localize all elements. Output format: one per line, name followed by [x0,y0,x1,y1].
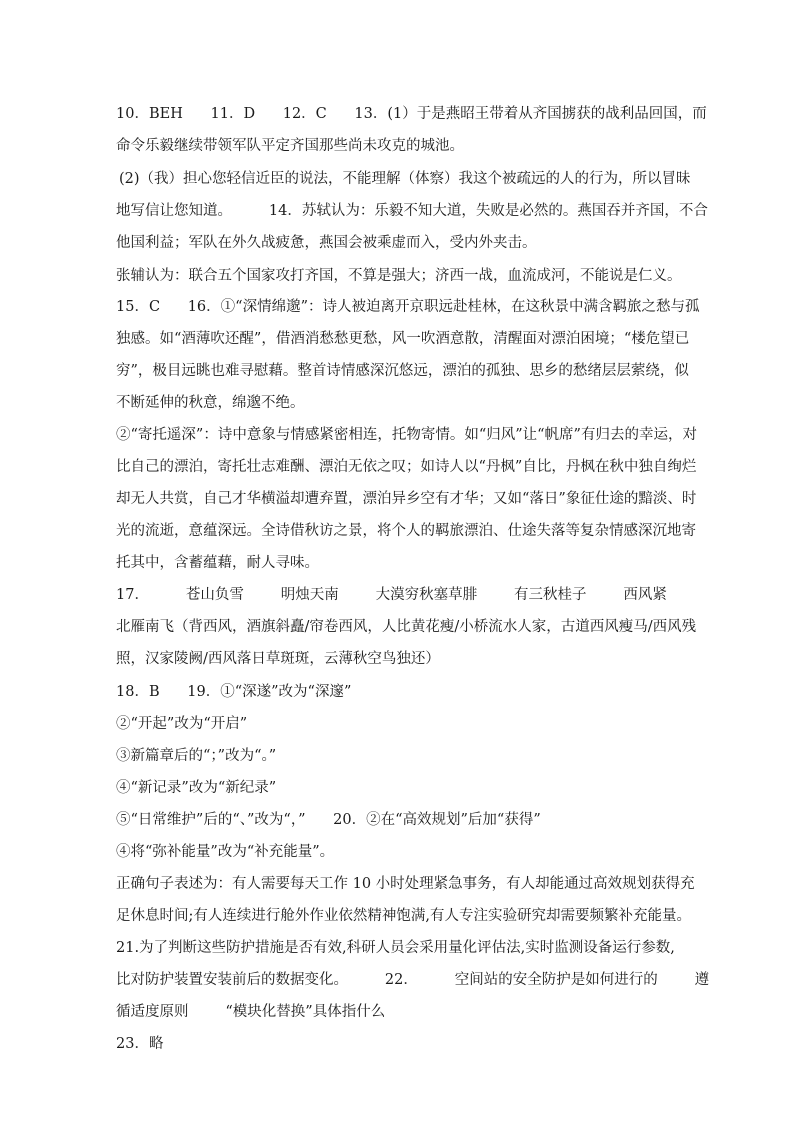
answer-line: 足休息时间;有人连续进行舱外作业依然精神饱满,有人专注实验研究却需要频繁补充能量。 [116,908,691,924]
answer-line: 穷”，极目远眺也难寻慰藉。整首诗情感深沉悠远，漂泊的孤独、思乡的愁绪层层萦绕，似 [116,363,689,379]
answer-line: (2)（我）担心您轻信近臣的说法，不能理解（体察）我这个被疏远的人的行为，所以冒昧 [119,171,691,187]
answer-line: 命令乐毅继续带领军队平定齐国那些尚未攻克的城池。 [116,138,464,154]
answer-line: 托其中，含蓄蕴藉，耐人寻味。 [116,555,319,571]
answer-line: 照，汉家陵阙/西风落日草斑斑，云薄秋空鸟独还） [116,651,440,667]
answer-line: 不断延伸的秋意，绵邈不绝。 [116,395,305,411]
answer-line: ②“开起”改为“开启” [116,716,248,732]
answer-line: ③新篇章后的“；”改为“。” [116,748,277,764]
answer-line: ⑤“日常维护”后的“、”改为“，” 20．②在“高效规划”后加“获得” [116,812,541,828]
answer-line: ④将“弥补能量”改为“补充能量”。 [116,844,335,860]
answer-line: 地写信让您知道。 14．苏轼认为：乐毅不知大道，失败是必然的。燕国吞并齐国，不合 [116,203,708,219]
answer-line: 循适度原则 “模块化替换”具体指什么 [116,1004,386,1020]
answer-line: ②“寄托遥深”：诗中意象与情感紧密相连，托物寄情。如“归风”让“帆席”有归去的幸运，对 [116,427,697,443]
answer-line: 他国利益；军队在外久战疲惫，燕国会被乘虚而入，受内外夹击。 [116,235,537,251]
answer-line: 比对防护装置安装前后的数据变化。 22． 空间站的安全防护是如何进行的 遵 [116,972,710,988]
answer-line: 15．C 16．①“深情绵邈”：诗人被迫离开京职远赴桂林，在这秋景中满含羁旅之愁与孤 [116,299,700,315]
answer-line: 23．略 [116,1036,164,1052]
answer-line: 10．BEH 11．D 12．C 13．(1）于是燕昭王带着从齐国掳获的战利品回国，而 [116,106,707,122]
answer-line: 张辅认为：联合五个国家攻打齐国，不算是强大；济西一战，血流成河，不能说是仁义。 [116,268,682,284]
answer-line: 18．B 19．①“深遂”改为“深邃” [116,684,352,700]
answer-line: 比自己的漂泊，寄托壮志难酬、漂泊无依之叹；如诗人以“丹枫”自比，丹枫在秋中独自绚烂 [116,459,697,475]
answer-line: 17． 苍山负雪 明烛天南 大漠穷秋塞草腓 有三秋桂子 西风紧 [116,587,667,603]
answer-line: 北雁南飞（背西风，酒旗斜矗/帘卷西风，人比黄花瘦/小桥流水人家，古道西风瘦马/西风残 [116,619,697,635]
answer-line: 21.为了判断这些防护措施是否有效,科研人员会采用量化评估法,实时监测设备运行参数, [116,940,675,956]
answer-line: 正确句子表述为：有人需要每天工作 10 小时处理紧急事务，有人却能通过高效规划获得充 [116,876,695,892]
answer-line: 光的流逝，意蕴深远。全诗借秋访之景，将个人的羁旅漂泊、仕途失落等复杂情感深沉地寄 [116,523,696,539]
answer-line: ④“新记录”改为“新纪录” [116,780,277,796]
answer-line: 却无人共赏，自己才华横溢却遭弃置，漂泊异乡空有才华；又如“落日”象征仕途的黯淡、时 [116,491,697,507]
answer-line: 独感。如“酒薄吹还醒”，借酒消愁愁更愁，风一吹酒意散，清醒面对漂泊困境；“楼危望已 [116,331,690,347]
